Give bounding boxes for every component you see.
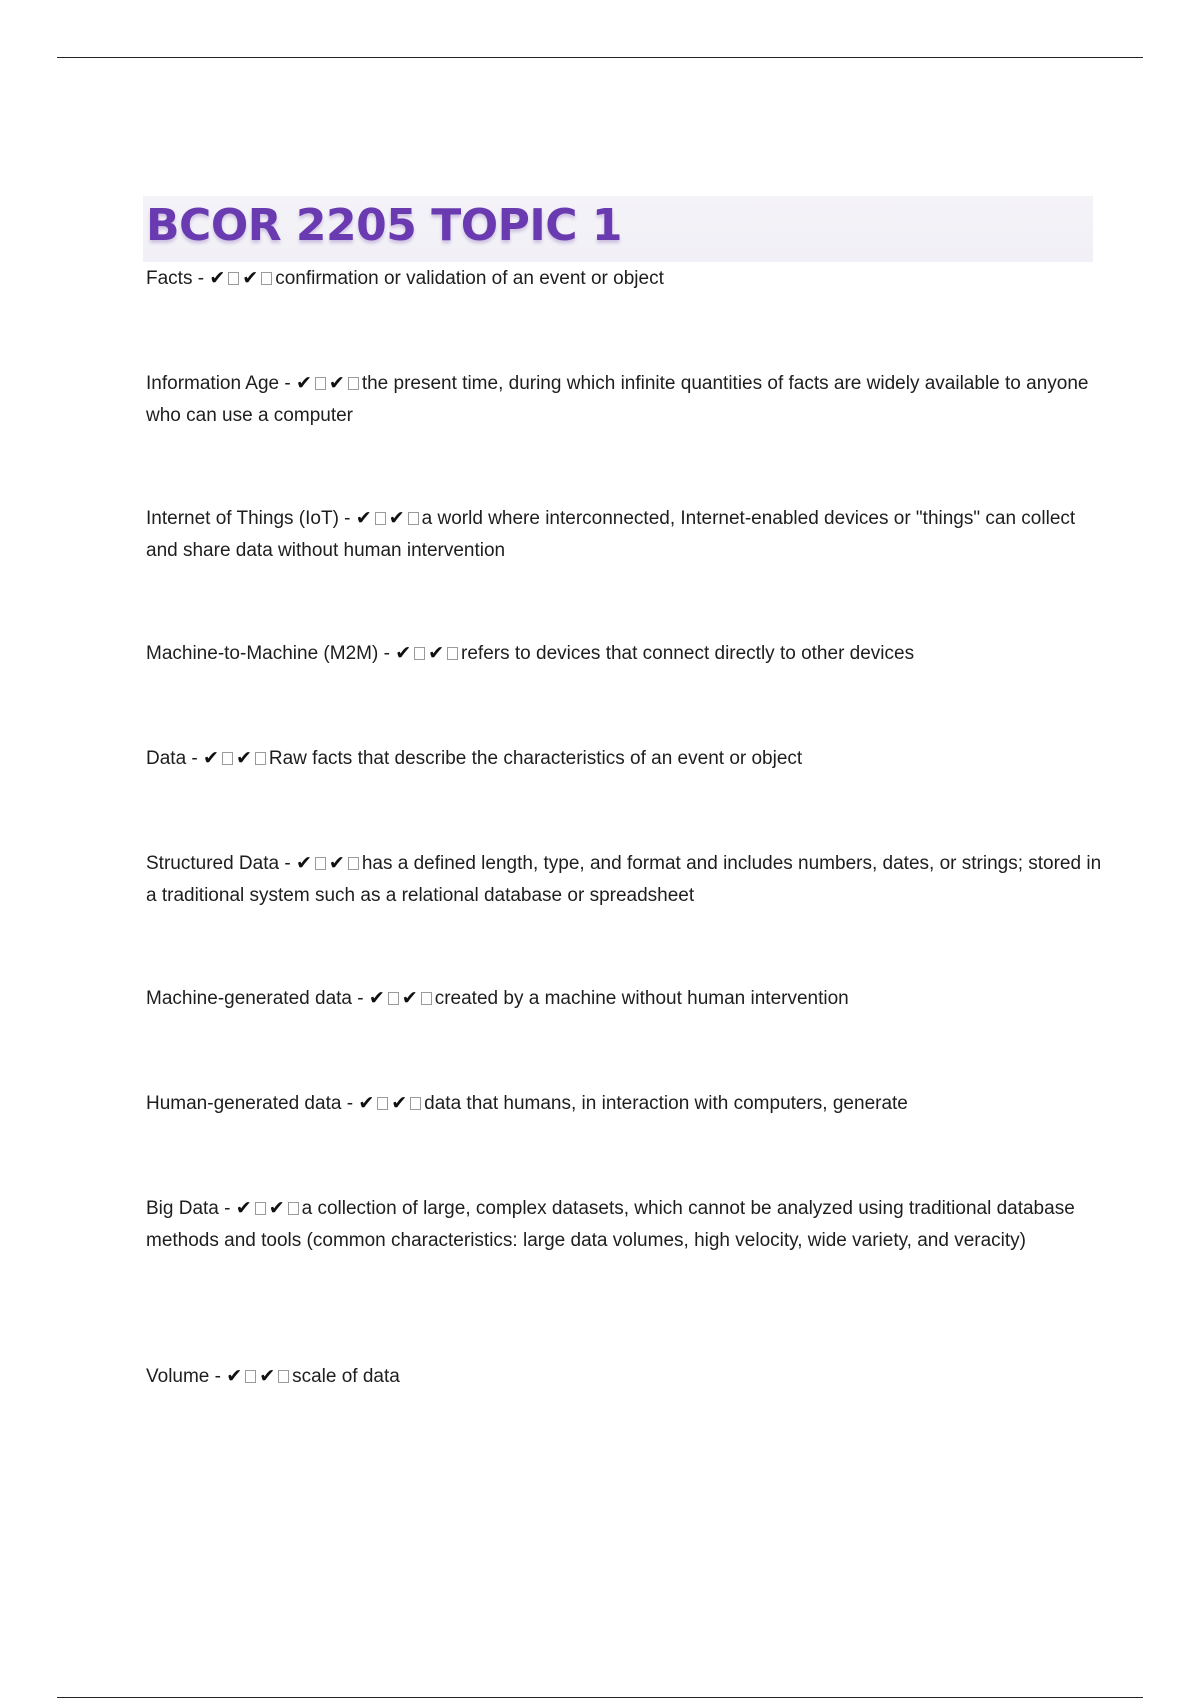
box-icon — [414, 647, 425, 660]
entry-separator: - — [351, 988, 369, 1009]
entry-term: Structured Data — [146, 853, 280, 874]
entry-separator: - — [218, 1198, 236, 1219]
header-rule — [57, 57, 1143, 58]
entry-separator: - — [192, 268, 210, 289]
entry-definition: the present time, during which infinite quantities of facts are widely available to anyone who can use a computer — [146, 373, 1089, 426]
entry-term: Human-generated data — [146, 1093, 342, 1114]
box-icon — [222, 752, 233, 765]
entry-term: Internet of Things (IoT) — [146, 508, 339, 529]
checkmark-icon: ✔ — [295, 372, 312, 394]
entry-definition: scale of data — [292, 1366, 400, 1387]
entry-definition: a collection of large, complex datasets, which cannot be analyzed using traditional database methods and tools (common characteristics: large data volumes, high velocity, wide variety, and veracity) — [146, 1198, 1075, 1251]
checkmark-icon: ✔ — [395, 642, 412, 664]
entry-definition: data that humans, in interaction with computers, generate — [424, 1093, 908, 1114]
box-icon — [348, 857, 359, 870]
box-icon — [315, 377, 326, 390]
checkmark-icon: ✔ — [242, 267, 259, 289]
entry-separator: - — [378, 643, 396, 664]
entry-data — [146, 742, 1106, 775]
box-icon — [261, 272, 272, 285]
document-title: BCOR 2205 TOPIC 1 — [146, 200, 622, 251]
entry-definition: a world where interconnected, Internet-enabled devices or "things" can collect and share data without human intervention — [146, 508, 1076, 561]
entry-separator: - — [279, 853, 296, 874]
checkmark-icon: ✔ — [328, 372, 345, 394]
box-icon — [377, 1097, 388, 1110]
entry-term: Data — [146, 748, 187, 769]
entry-human-generated-data — [146, 1087, 1106, 1120]
entry-definition: refers to devices that connect directly to other devices — [461, 643, 915, 664]
checkmark-icon: ✔ — [259, 1365, 276, 1387]
entry-separator: - — [209, 1366, 227, 1387]
checkmark-icon: ✔ — [368, 987, 385, 1009]
entry-definition: has a defined length, type, and format and includes numbers, dates, or strings; stored in a traditional system such as a relational database or spreadsheet — [146, 853, 1102, 906]
box-icon — [410, 1097, 421, 1110]
box-icon — [278, 1370, 289, 1383]
entry-term: Facts — [146, 268, 193, 289]
checkmark-icon: ✔ — [209, 267, 226, 289]
checkmark-icon: ✔ — [391, 1092, 408, 1114]
box-icon — [447, 647, 458, 660]
entry-machine-to-machine — [146, 637, 1106, 670]
entry-information-age — [146, 367, 1106, 432]
checkmark-icon: ✔ — [428, 642, 445, 664]
box-icon — [388, 992, 399, 1005]
box-icon — [255, 752, 266, 765]
entry-definition: Raw facts that describe the characteristics of an event or object — [268, 748, 803, 769]
box-icon — [375, 512, 386, 525]
box-icon — [408, 512, 419, 525]
entry-term: Machine-generated data — [146, 988, 352, 1009]
box-icon — [245, 1370, 256, 1383]
box-icon — [315, 857, 326, 870]
entry-term: Information Age — [146, 373, 280, 394]
entry-term: Machine-to-Machine (M2M) — [146, 643, 379, 664]
entry-volume — [146, 1360, 1106, 1393]
entry-facts — [146, 262, 1106, 295]
entry-term: Volume — [146, 1366, 210, 1387]
entry-machine-generated-data — [146, 982, 1106, 1015]
checkmark-icon: ✔ — [235, 747, 252, 769]
box-icon — [228, 272, 239, 285]
entry-definition: confirmation or validation of an event or object — [275, 268, 664, 289]
entry-separator: - — [341, 1093, 359, 1114]
checkmark-icon: ✔ — [355, 507, 372, 529]
entry-separator: - — [186, 748, 204, 769]
entry-internet-of-things — [146, 502, 1106, 567]
box-icon — [255, 1202, 266, 1215]
box-icon — [421, 992, 432, 1005]
box-icon — [348, 377, 359, 390]
checkmark-icon: ✔ — [328, 852, 345, 874]
checkmark-icon: ✔ — [226, 1365, 243, 1387]
checkmark-icon: ✔ — [388, 507, 405, 529]
checkmark-icon: ✔ — [358, 1092, 375, 1114]
entry-definition: created by a machine without human intervention — [434, 988, 849, 1009]
checkmark-icon: ✔ — [268, 1197, 285, 1219]
entry-term: Big Data — [146, 1198, 219, 1219]
entry-separator: - — [338, 508, 356, 529]
entry-structured-data — [146, 847, 1106, 912]
checkmark-icon: ✔ — [235, 1197, 252, 1219]
checkmark-icon: ✔ — [203, 747, 219, 769]
footer-rule — [57, 1697, 1143, 1698]
entry-separator: - — [279, 373, 296, 394]
checkmark-icon: ✔ — [295, 852, 312, 874]
checkmark-icon: ✔ — [401, 987, 418, 1009]
entry-big-data — [146, 1192, 1106, 1257]
box-icon — [288, 1202, 299, 1215]
